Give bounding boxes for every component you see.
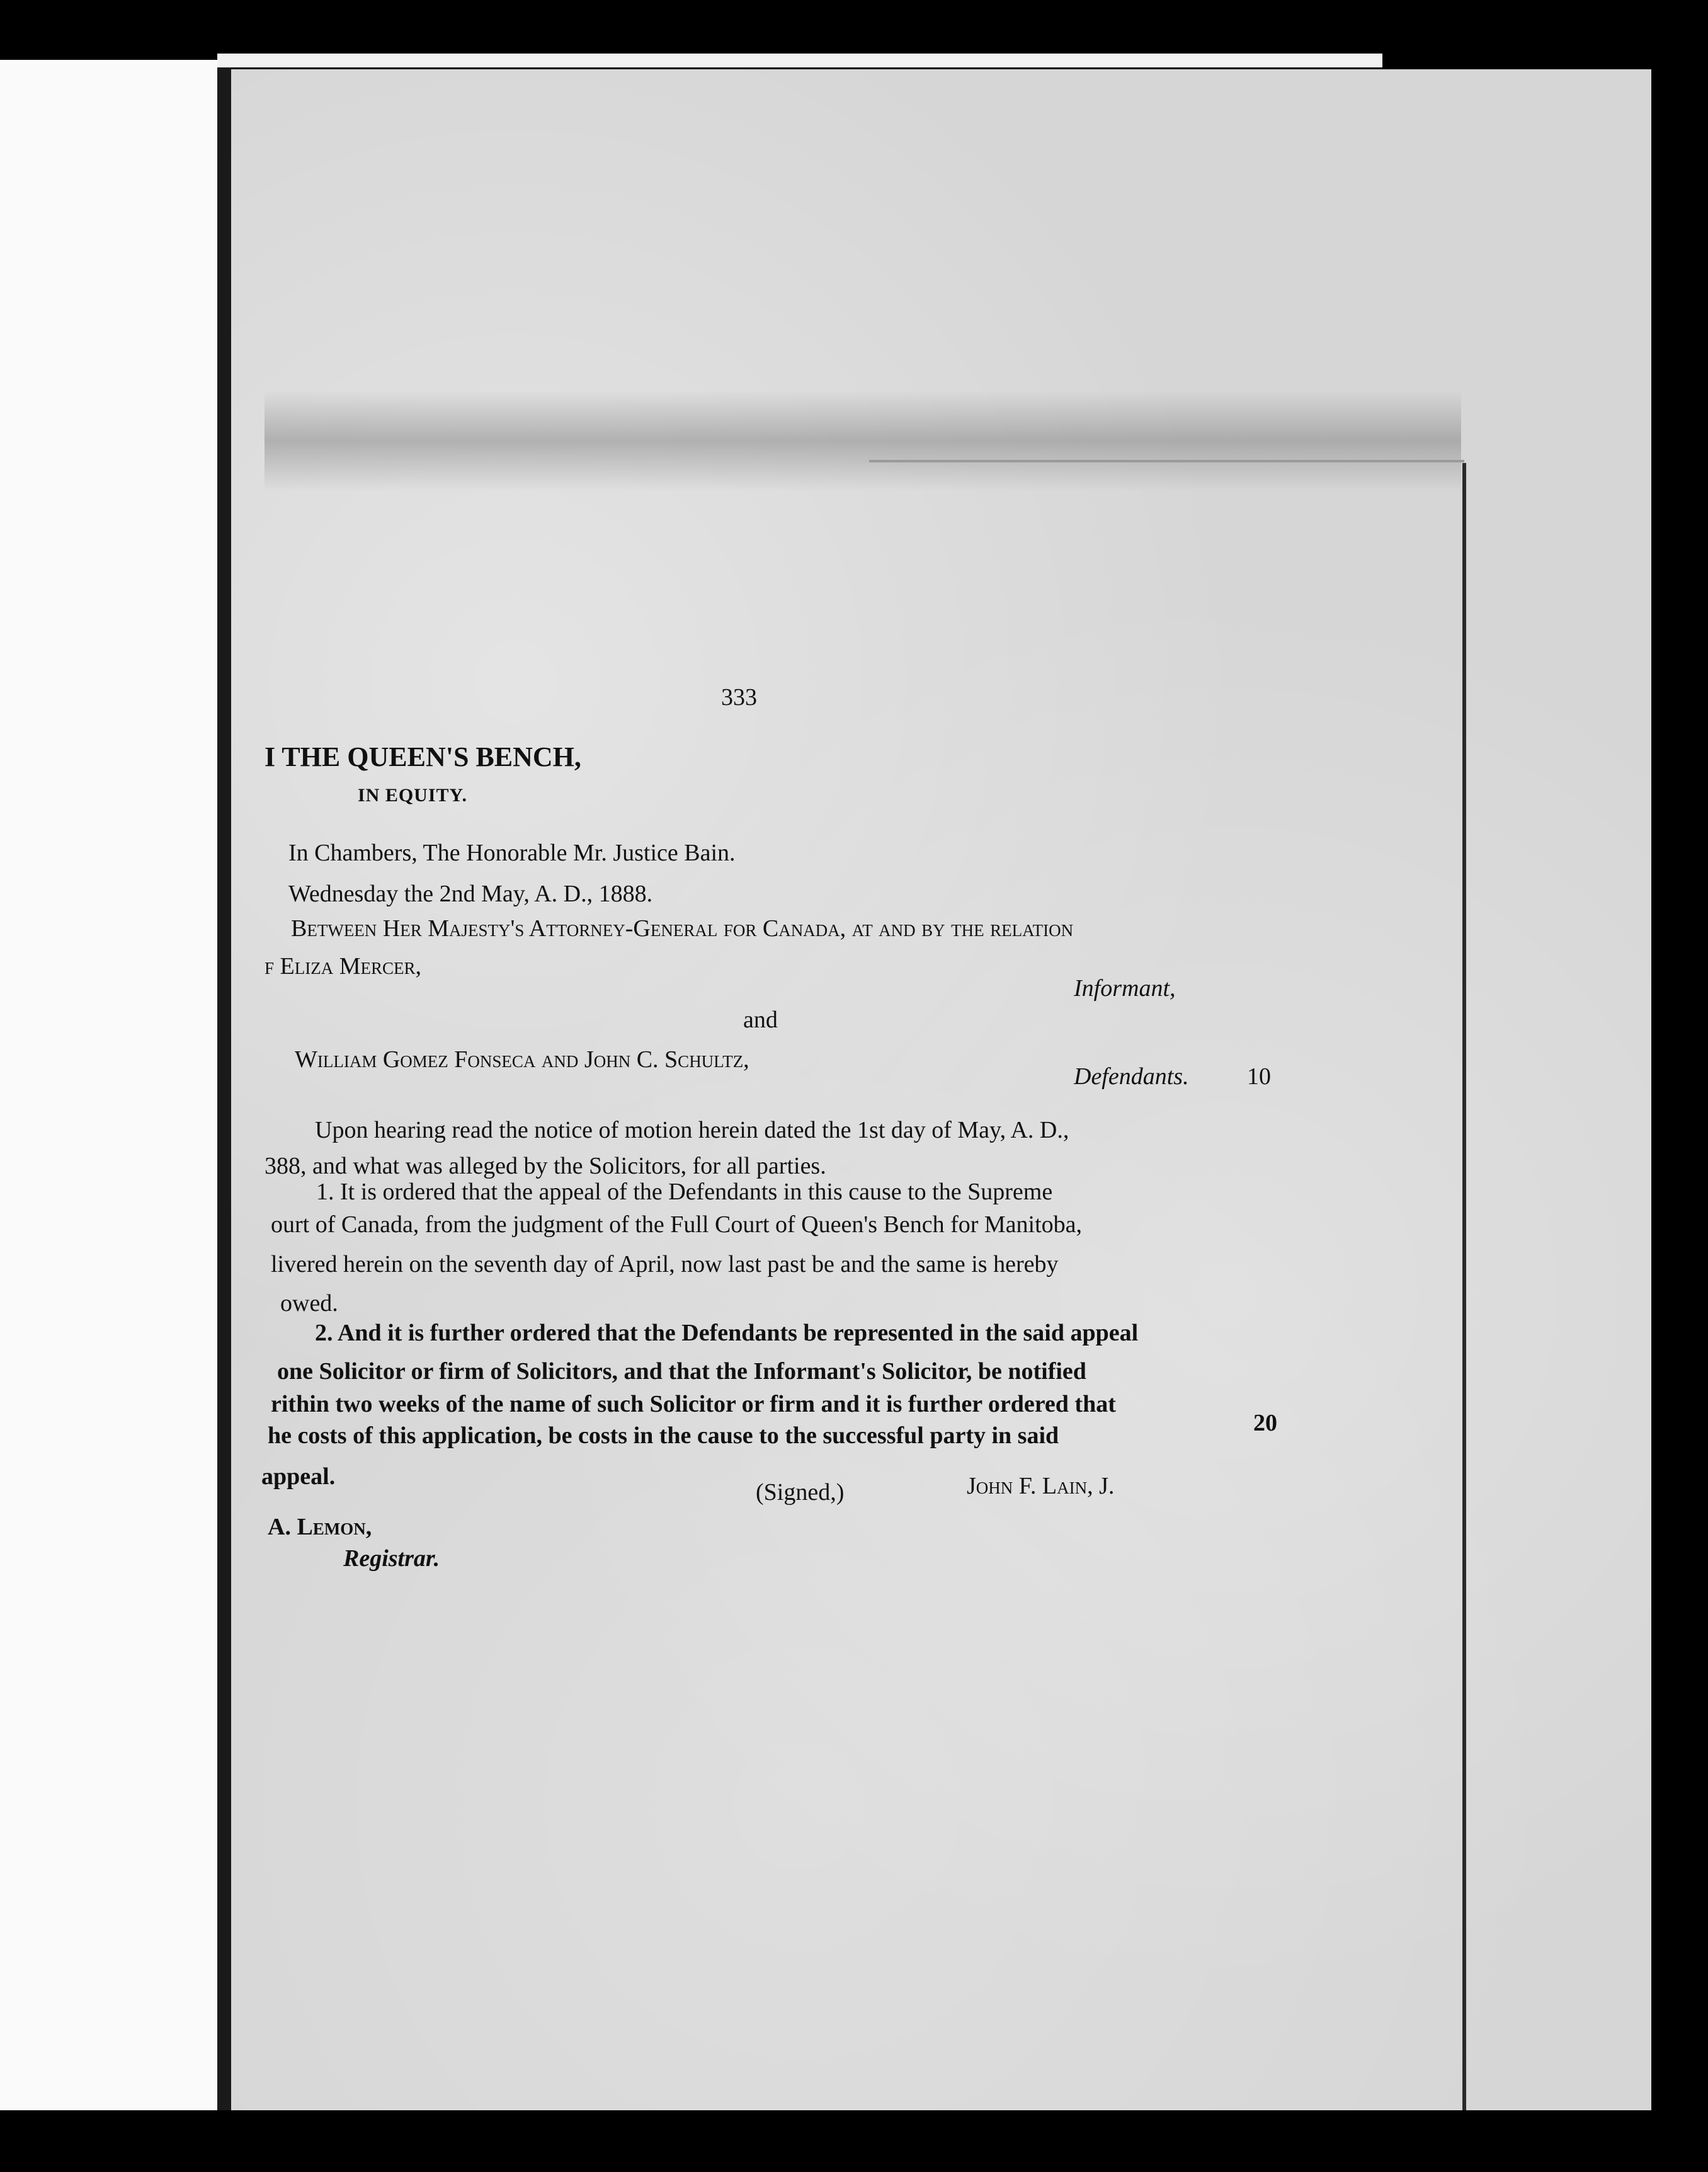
defendants-names: William Gomez Fonseca and John C. Schultz, <box>295 1046 749 1073</box>
scanned-page <box>231 69 1651 2110</box>
para-2-line-5: appeal. <box>261 1463 336 1490</box>
para-2-line-4: he costs of this application, be costs in the cause to the successful party in said <box>268 1422 1059 1449</box>
para-1-line-1: 1. It is ordered that the appeal of the Defendants in this cause to the Supreme <box>316 1179 1053 1205</box>
page-top-strip <box>217 54 1382 67</box>
defendants-label: Defendants. <box>1074 1063 1189 1090</box>
and-text: and <box>743 1007 778 1033</box>
page-number: 333 <box>721 684 757 711</box>
inner-sheet-top-edge <box>869 460 1464 462</box>
margin-line-number-20: 20 <box>1253 1410 1277 1436</box>
para-intro-line-2: 388, and what was alleged by the Solicitors, for all parties. <box>265 1153 826 1179</box>
chambers-line: In Chambers, The Honorable Mr. Justice Bain. <box>288 840 736 866</box>
court-title: I THE QUEEN'S BENCH, <box>265 741 581 772</box>
para-1-line-4: owed. <box>280 1290 338 1317</box>
para-2-line-2: one Solicitor or firm of Solicitors, and that the Informant's Solicitor, be notified <box>277 1358 1086 1385</box>
margin-line-number-10: 10 <box>1247 1063 1271 1090</box>
registrar-name: A. Lemon, <box>268 1514 372 1540</box>
inner-sheet-right-edge <box>1462 463 1466 2110</box>
judge-signature: John F. Lain, J. <box>967 1473 1115 1499</box>
para-2-line-3: rithin two weeks of the name of such Solicitor or firm and it is further ordered that <box>271 1391 1116 1417</box>
court-subtitle: IN EQUITY. <box>358 785 467 806</box>
registrar-title: Registrar. <box>343 1545 440 1572</box>
informant-label: Informant, <box>1074 975 1176 1002</box>
para-1-line-3: livered herein on the seventh day of April, now last past be and the same is hereby <box>271 1251 1059 1277</box>
para-intro-line-1: Upon hearing read the notice of motion herein dated the 1st day of May, A. D., <box>315 1117 1069 1143</box>
signed-label: (Signed,) <box>756 1479 845 1506</box>
fold-shadow <box>265 391 1461 491</box>
para-2-line-1: 2. And it is further ordered that the Defendants be represented in the said appeal <box>315 1320 1139 1346</box>
binding-edge <box>217 60 231 2110</box>
informant-name: f Eliza Mercer, <box>265 953 422 980</box>
adjacent-page <box>0 60 217 2110</box>
between-line: Between Her Majesty's Attorney-General for Canada, at and by the relation <box>291 915 1074 942</box>
date-line: Wednesday the 2nd May, A. D., 1888. <box>288 881 653 907</box>
para-1-line-2: ourt of Canada, from the judgment of the Full Court of Queen's Bench for Manitoba, <box>271 1211 1083 1238</box>
